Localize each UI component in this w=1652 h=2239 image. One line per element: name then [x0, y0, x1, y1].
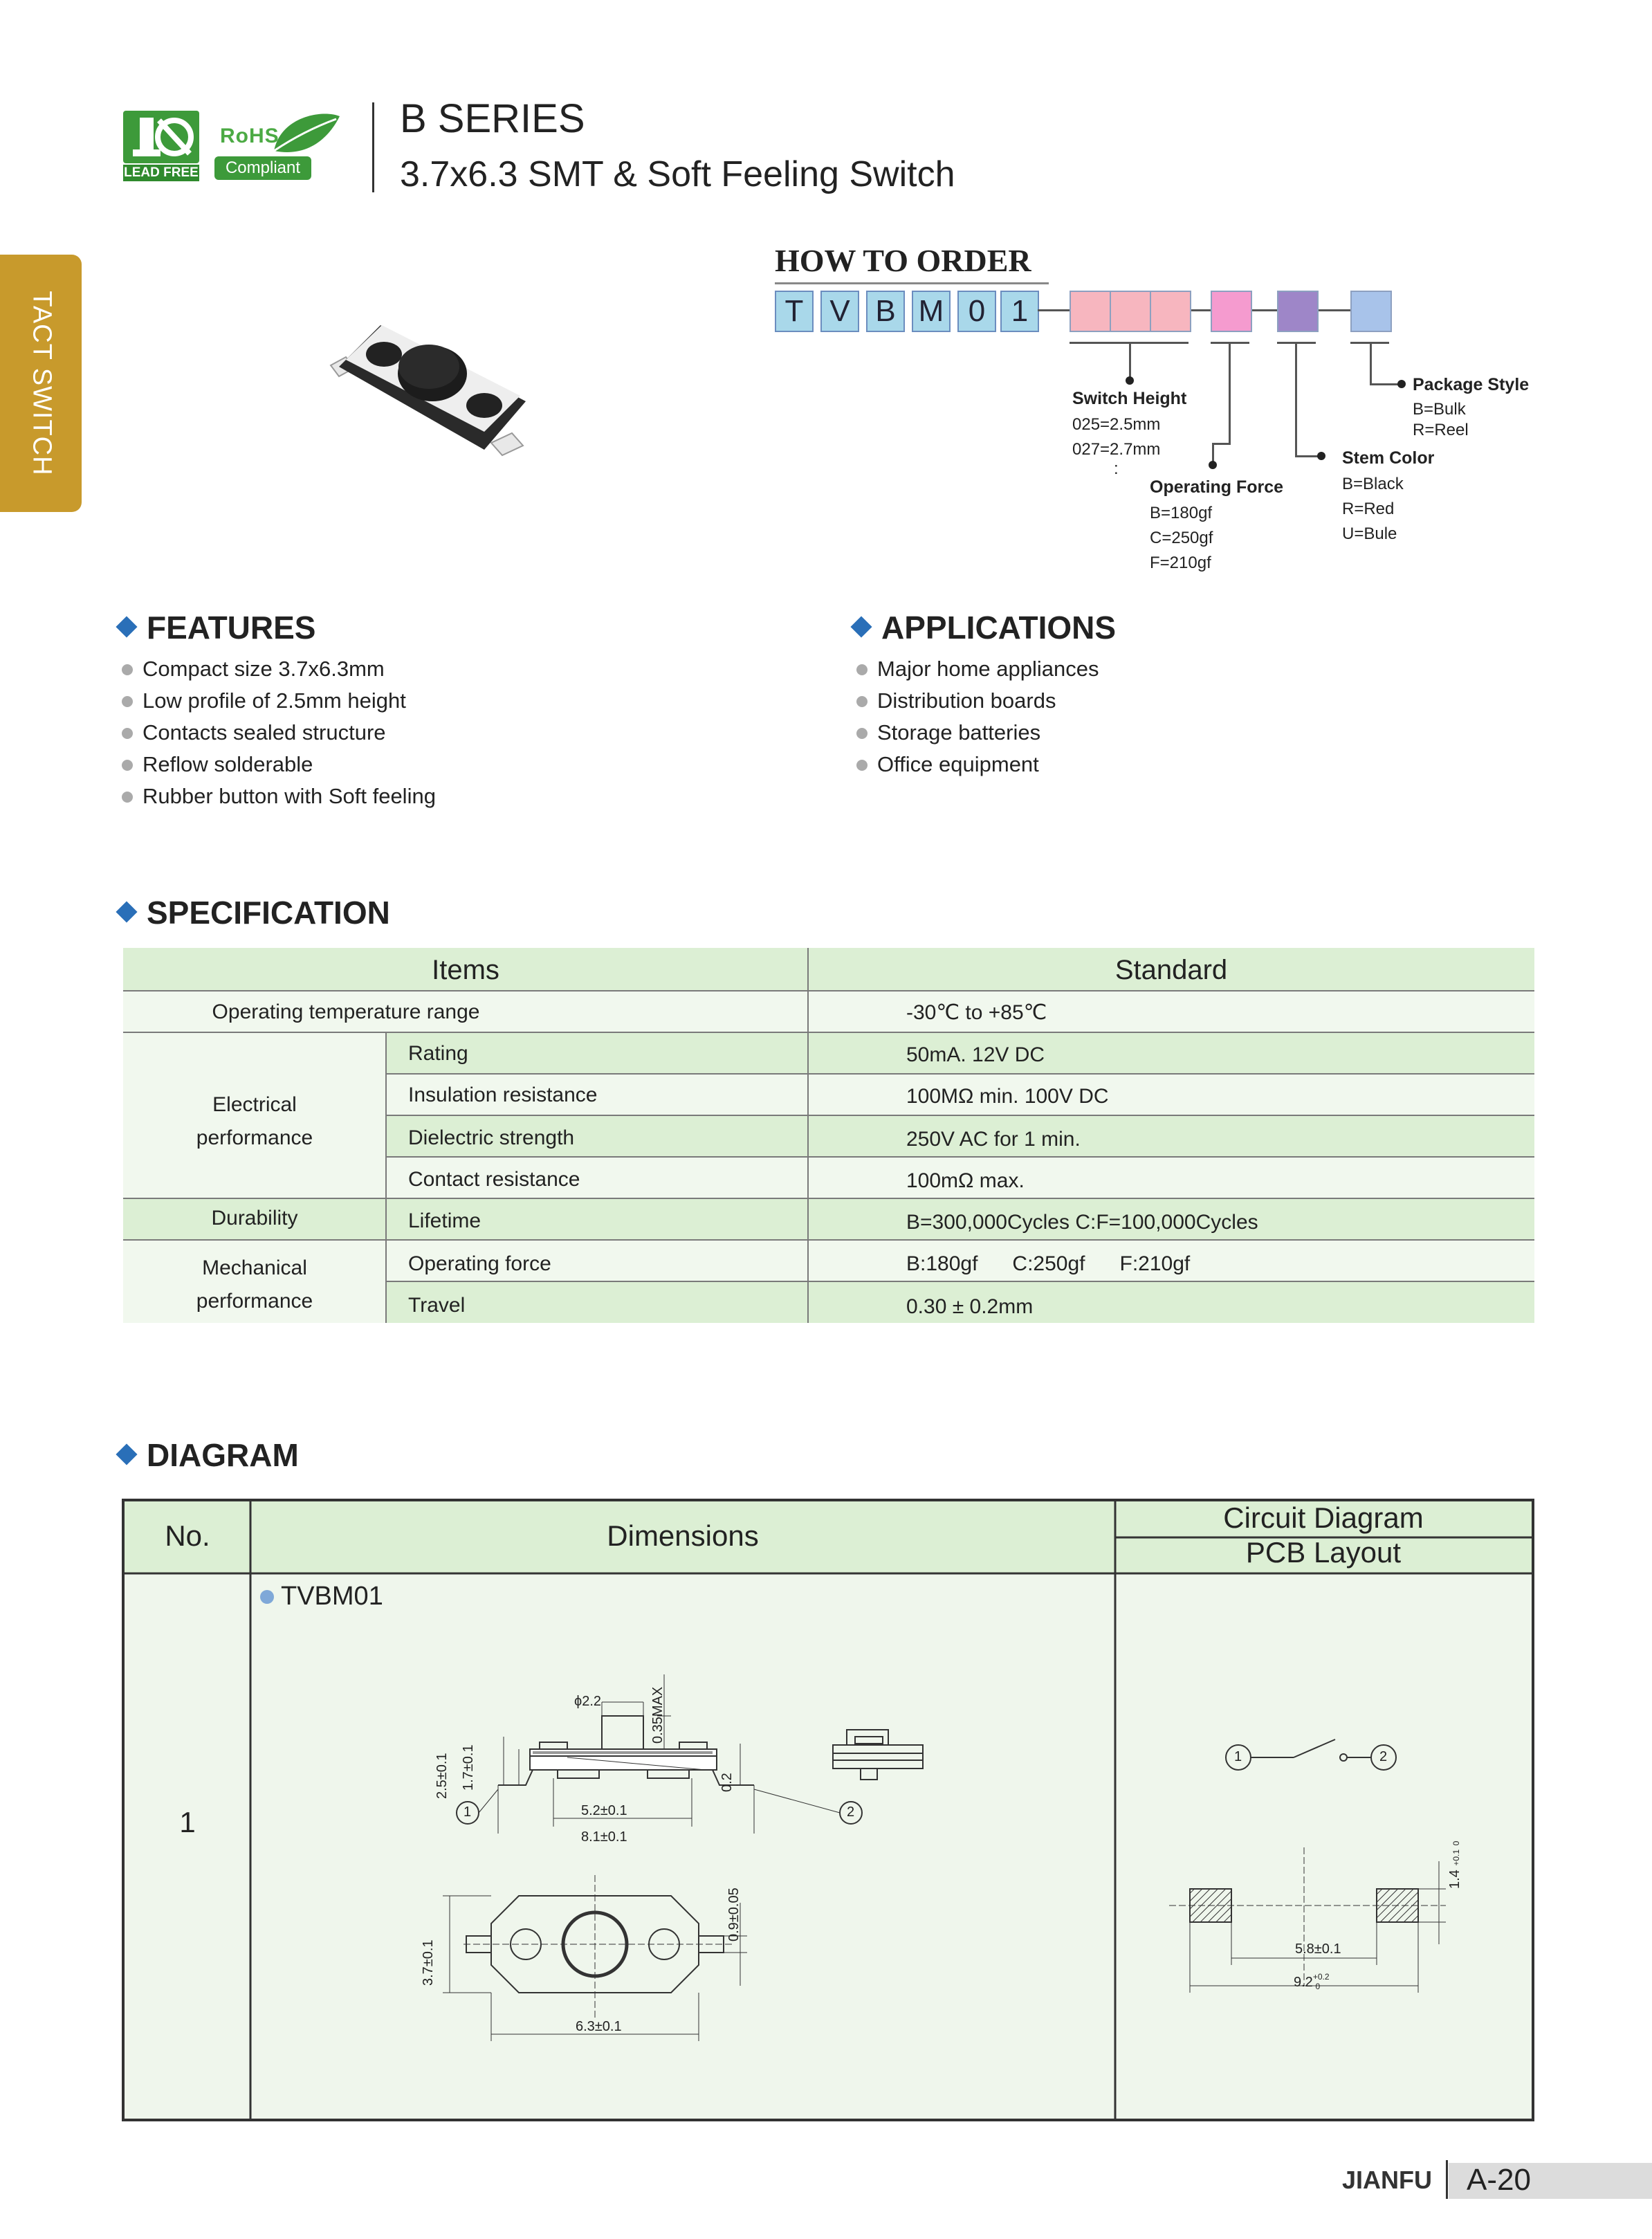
spec-mechanical-label-2: performance — [196, 1290, 313, 1313]
specification-heading — [119, 894, 390, 931]
features-heading — [119, 609, 316, 646]
pcb-dim-14-value: 1.4 — [1447, 1870, 1462, 1889]
spec-value: 0.30 ± 0.2mm — [906, 1295, 1034, 1318]
diagram-title: DIAGRAM — [147, 1437, 299, 1473]
diamond-icon — [116, 901, 137, 922]
circuit-pin-1: 1 — [1234, 1749, 1242, 1764]
top-view-drawing — [422, 1861, 851, 2062]
pcb-dim-58: 5.8±0.1 — [1295, 1941, 1341, 1957]
stem-color-option: B=Black — [1342, 475, 1404, 493]
stem-color-option: R=Red — [1342, 500, 1395, 518]
header-divider — [372, 102, 374, 192]
spec-mechanical-label-1: Mechanical — [202, 1256, 307, 1279]
diagram-table — [122, 1499, 1534, 2121]
height-box-2 — [1110, 291, 1151, 332]
spec-electrical-label-1: Electrical — [212, 1093, 297, 1116]
feature-item: Reflow solderable — [122, 749, 436, 780]
diagram-head-no: No. — [165, 1519, 210, 1552]
leader-dot — [1209, 461, 1217, 469]
diamond-icon — [850, 616, 872, 637]
applications-list — [856, 653, 1099, 780]
dim-37: 3.7±0.1 — [421, 1939, 436, 1986]
pcb-dim-14-tol0: 0 — [1451, 1840, 1461, 1846]
connector — [1319, 309, 1350, 311]
leader — [1213, 443, 1231, 445]
spec-electrical-label-2: performance — [196, 1126, 313, 1149]
features-title: FEATURES — [147, 610, 316, 646]
side-tab — [0, 255, 82, 512]
spec-item: Insulation resistance — [408, 1084, 598, 1106]
package-style-option: B=Bulk — [1413, 400, 1466, 419]
switch-height-title: Switch Height — [1072, 389, 1187, 408]
how-to-order-title: HOW TO ORDER — [775, 243, 1031, 278]
code-letter-6: 1 — [1000, 291, 1039, 332]
stem-color-option: U=Bule — [1342, 524, 1397, 543]
pcb-dim-92-tol: +0.2 — [1312, 1972, 1330, 1982]
leader — [1129, 342, 1131, 379]
specification-title: SPECIFICATION — [147, 895, 390, 931]
switch-height-option: 025=2.5mm — [1072, 415, 1161, 434]
operating-force-option: F=210gf — [1150, 554, 1211, 572]
lead-free-label: LEAD FREE — [124, 165, 199, 180]
spec-value: 50mA. 12V DC — [906, 1043, 1045, 1066]
application-item: Major home appliances — [856, 653, 1099, 685]
leader — [1229, 342, 1231, 444]
code-letter-1: T — [775, 291, 814, 332]
connector — [1191, 309, 1211, 311]
dim-02: 0.2 — [719, 1773, 735, 1792]
pcb-dim-14-tol: +0.1 — [1451, 1849, 1461, 1866]
package-style-option: R=Reel — [1413, 421, 1469, 439]
how-to-order-underline — [775, 282, 1049, 284]
dim-17: 1.7±0.1 — [461, 1744, 476, 1791]
footer-page-number: A-20 — [1467, 2163, 1531, 2197]
code-letter-3: B — [866, 291, 905, 332]
pcb-dim-92-tol0: 0 — [1315, 1982, 1321, 1991]
diagram-head-pcb: PCB Layout — [1245, 1536, 1402, 1569]
page-title: B SERIES — [400, 96, 585, 141]
rohs-logo — [212, 109, 343, 181]
end-view-drawing — [826, 1723, 930, 1799]
circuit-pin-2: 2 — [1379, 1749, 1388, 1764]
spec-item: Travel — [408, 1294, 466, 1317]
stem-box — [1277, 291, 1319, 332]
dim-09: 0.9±0.05 — [726, 1888, 742, 1941]
dim-52: 5.2±0.1 — [581, 1803, 627, 1818]
leader — [1295, 455, 1319, 457]
terminal-1-label: 1 — [464, 1804, 472, 1820]
compliant-label: Compliant — [214, 156, 311, 180]
application-item: Distribution boards — [856, 685, 1099, 717]
spec-item: Operating force — [408, 1252, 551, 1275]
switch-height-option: 027=2.7mm — [1072, 440, 1161, 459]
operating-force-option: B=180gf — [1150, 504, 1213, 522]
leader — [1370, 383, 1400, 385]
feature-item: Rubber button with Soft feeling — [122, 780, 436, 812]
dim-81: 8.1±0.1 — [581, 1829, 627, 1845]
model-bullet-icon — [260, 1590, 274, 1604]
application-item: Office equipment — [856, 749, 1099, 780]
stem-color-title: Stem Color — [1342, 448, 1435, 468]
code-letter-5: 0 — [957, 291, 996, 332]
spec-value: B=300,000Cycles C:F=100,000Cycles — [906, 1211, 1258, 1234]
spec-temp-value: -30℃ to +85℃ — [906, 1001, 1047, 1024]
page-subtitle: 3.7x6.3 SMT & Soft Feeling Switch — [400, 154, 955, 194]
side-tab-label: TACT SWITCH — [27, 291, 57, 476]
applications-title: APPLICATIONS — [881, 610, 1117, 646]
feature-item: Low profile of 2.5mm height — [122, 685, 436, 717]
leader-dot — [1317, 452, 1325, 460]
height-box-1 — [1070, 291, 1111, 332]
terminal-2-label: 2 — [847, 1804, 855, 1820]
dim-035max: 0.35MAX — [650, 1686, 666, 1744]
model-name: TVBM01 — [281, 1582, 383, 1611]
switch-height-ellipsis: : — [1114, 459, 1119, 478]
pcb-dim-14 — [1447, 1841, 1463, 1889]
lead-free-icon — [123, 111, 199, 163]
footer-brand: JIANFU — [1342, 2166, 1433, 2194]
package-style-title: Package Style — [1413, 375, 1530, 394]
dim-phi22: ϕ2.2 — [574, 1694, 602, 1709]
diamond-icon — [116, 616, 137, 637]
spec-durability-label: Durability — [211, 1207, 298, 1230]
applications-heading — [854, 609, 1116, 646]
spec-item: Dielectric strength — [408, 1126, 575, 1149]
rohs-label: RoHS — [220, 125, 279, 147]
dim-25: 2.5±0.1 — [434, 1753, 450, 1799]
spec-value: B:180gf C:250gf F:210gf — [906, 1252, 1191, 1275]
operating-force-option: C=250gf — [1150, 529, 1213, 547]
features-list — [122, 653, 436, 812]
connector — [1252, 309, 1277, 311]
switch-product-image — [318, 304, 540, 470]
height-box-3 — [1150, 291, 1191, 332]
diagram-head-dimensions: Dimensions — [607, 1519, 759, 1552]
force-box — [1211, 291, 1252, 332]
spec-temp-label: Operating temperature range — [212, 1000, 480, 1023]
code-letter-2: V — [820, 291, 859, 332]
diagram-row-no: 1 — [179, 1806, 196, 1838]
leader-dot — [1126, 376, 1134, 385]
spec-value: 250V AC for 1 min. — [906, 1128, 1081, 1151]
connector — [1038, 309, 1070, 311]
diagram-heading — [119, 1436, 299, 1474]
package-box — [1350, 291, 1392, 332]
spec-item: Rating — [408, 1042, 468, 1065]
leader-dot — [1397, 380, 1406, 388]
dim-63: 6.3±0.1 — [576, 2019, 622, 2034]
footer-divider — [1446, 2160, 1448, 2199]
diagram-head-circuit: Circuit Diagram — [1223, 1501, 1424, 1534]
pcb-dim-92 — [1294, 1972, 1330, 1991]
operating-force-title: Operating Force — [1150, 477, 1284, 497]
spec-item: Contact resistance — [408, 1168, 580, 1191]
spec-head-items: Items — [432, 955, 499, 985]
leader — [1295, 342, 1297, 457]
spec-value: 100mΩ max. — [906, 1169, 1025, 1192]
spec-head-standard: Standard — [1114, 955, 1228, 985]
spec-item: Lifetime — [408, 1209, 481, 1232]
spec-value: 100MΩ min. 100V DC — [906, 1085, 1109, 1108]
application-item: Storage batteries — [856, 717, 1099, 749]
feature-item: Contacts sealed structure — [122, 717, 436, 749]
pcb-dim-92-value: 9.2 — [1294, 1975, 1313, 1990]
feature-item: Compact size 3.7x6.3mm — [122, 653, 436, 685]
diamond-icon — [116, 1443, 137, 1465]
code-letter-4: M — [912, 291, 951, 332]
lead-free-logo — [123, 111, 199, 181]
pcb-layout-drawing — [1169, 1820, 1480, 2027]
leader — [1370, 342, 1372, 385]
specification-table — [123, 948, 1534, 1333]
